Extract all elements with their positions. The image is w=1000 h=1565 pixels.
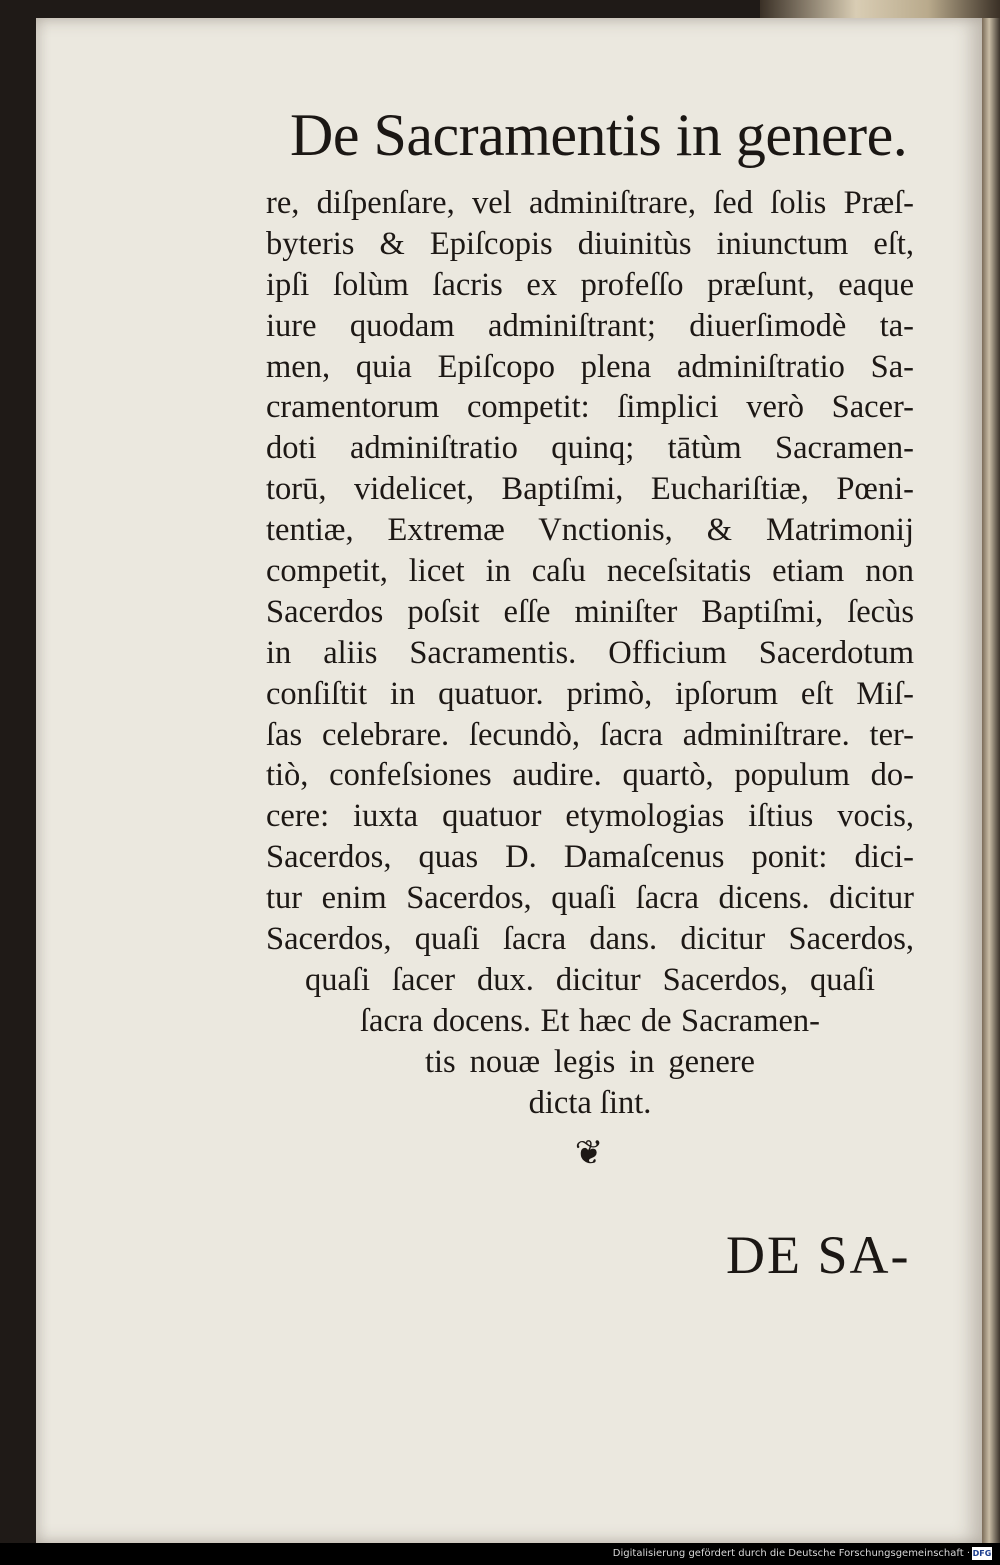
text-line: tentiæ, Extremæ Vnctionis, & Matrimonij — [266, 512, 914, 549]
closing-paragraph — [266, 960, 914, 1124]
text-line: in aliis Sacramentis. Officium Sacerdotum — [266, 634, 914, 671]
text-line: re, diſpenſare, vel adminiſtrare, ſed ſolis Præſ- — [266, 185, 914, 221]
text-line: dicta ſint. — [528, 1084, 652, 1121]
text-line: conſiſtit in quatuor. primò, ipſorum eſt Miſ- — [266, 675, 914, 712]
text-line: competit, licet in caſu neceſsitatis etiam non — [266, 553, 914, 590]
text-line: tis nouæ legis in genere — [425, 1043, 755, 1080]
text-line: iure quodam adminiſtrant; diuerſimodè ta- — [266, 307, 914, 344]
text-line: byteris & Epiſcopis diuinitùs iniunctum eſt, — [266, 225, 914, 262]
dfg-logo: DFG — [972, 1549, 992, 1558]
body-text — [266, 183, 914, 1123]
text-line: ipſi ſolùm ſacris ex profeſſo præſunt, eaque — [266, 266, 914, 303]
text-line: cere: iuxta quatuor etymologias iſtius vocis, — [266, 798, 914, 835]
text-line: ſas celebrare. ſecundò, ſacra adminiſtrare. ter- — [266, 716, 914, 753]
page-edge — [982, 18, 1000, 1543]
text-line: cramentorum competit: ſimplici verò Sacer- — [266, 389, 914, 426]
running-head: De Sacramentis in genere. — [290, 102, 908, 168]
text-line: men, quia Epiſcopo plena adminiſtratio Sa- — [266, 348, 914, 385]
text-line: torū, videlicet, Baptiſmi, Euchariſtiæ, Pœni- — [266, 471, 914, 508]
text-line: doti adminiſtratio quinq; tātùm Sacramen- — [266, 430, 914, 467]
fleuron-ornament-icon: ❦ — [574, 1133, 604, 1173]
text-line: quaſi ſacer dux. dicitur Sacerdos, quaſi — [305, 961, 875, 998]
text-line: Sacerdos poſsit eſſe miniſter Baptiſmi, ſecùs — [266, 593, 914, 630]
text-line: ſacra docens. Et hæc de Sacramen- — [360, 1002, 820, 1039]
book-binding-edge — [760, 0, 1000, 18]
text-line: tiò, confeſsiones audire. quartò, populum do- — [266, 757, 914, 794]
text-line: tur enim Sacerdos, quaſi ſacra dicens. dicitur — [266, 880, 914, 917]
text-line: Sacerdos, quaſi ſacra dans. dicitur Sacerdos, — [266, 921, 914, 958]
text-line: Sacerdos, quas D. Damaſcenus ponit: dici- — [266, 839, 914, 876]
digitization-credit: Digitalisierung gefördert durch die Deutsche Forschungsgemeinschaft · — [612, 1548, 970, 1559]
catchword: DE SA- — [726, 1225, 911, 1285]
